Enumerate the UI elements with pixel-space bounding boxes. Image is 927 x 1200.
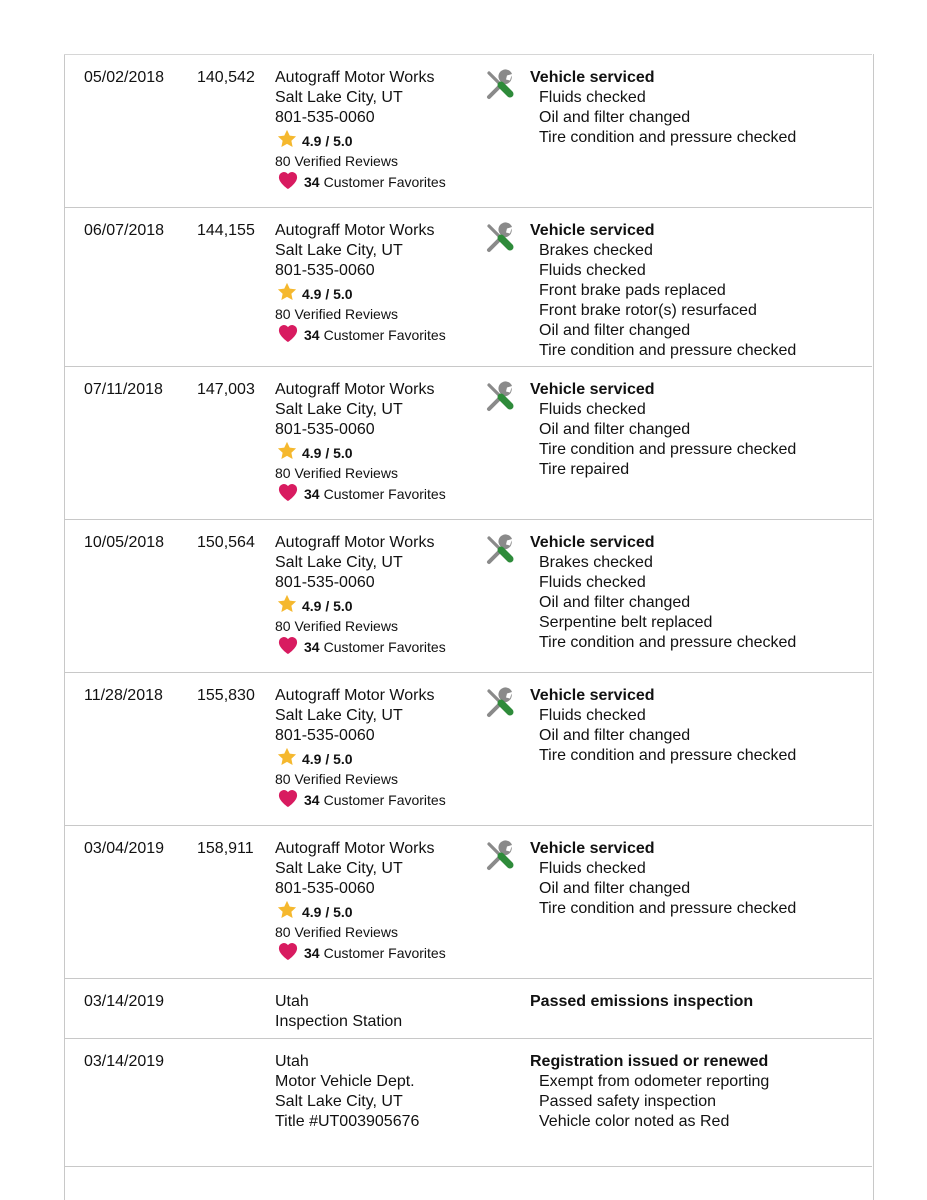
favorites-label: Customer Favorites bbox=[323, 639, 446, 655]
verified-reviews-link[interactable]: 80 Verified Reviews bbox=[275, 771, 398, 787]
source-line: 801-535-0060 bbox=[275, 262, 375, 279]
wrench-screwdriver-icon bbox=[486, 840, 520, 872]
record-source bbox=[275, 992, 485, 1032]
comment-item: Fluids checked bbox=[539, 860, 646, 877]
comment-item: Exempt from odometer reporting bbox=[539, 1073, 770, 1090]
favorites-count: 34 bbox=[304, 945, 320, 961]
verified-reviews-link[interactable]: 80 Verified Reviews bbox=[275, 618, 398, 634]
customer-favorites bbox=[275, 171, 485, 193]
record-odometer: 140,542 bbox=[197, 69, 255, 86]
favorites-count: 34 bbox=[304, 174, 320, 190]
comment-item: Oil and filter changed bbox=[539, 322, 691, 339]
source-line: Salt Lake City, UT bbox=[275, 860, 403, 877]
source-line: Salt Lake City, UT bbox=[275, 554, 403, 571]
record-source bbox=[275, 1052, 485, 1132]
source-line: Autograff Motor Works bbox=[275, 687, 435, 704]
comment-item: Tire repaired bbox=[539, 461, 630, 478]
source-line: Autograff Motor Works bbox=[275, 840, 435, 857]
wrench-screwdriver-icon bbox=[486, 69, 520, 101]
source-line: 801-535-0060 bbox=[275, 727, 375, 744]
comment-item: Fluids checked bbox=[539, 262, 646, 279]
history-record-row bbox=[64, 520, 872, 673]
wrench-screwdriver-icon bbox=[486, 222, 520, 254]
rating-value: 4.9 / 5.0 bbox=[302, 751, 353, 767]
comment-title: Vehicle serviced bbox=[530, 687, 655, 704]
source-line: Autograff Motor Works bbox=[275, 69, 435, 86]
comment-item: Tire condition and pressure checked bbox=[539, 129, 797, 146]
history-record-row bbox=[64, 979, 872, 1039]
source-line: Utah bbox=[275, 993, 309, 1010]
history-record-row bbox=[64, 673, 872, 826]
record-date: 05/02/2018 bbox=[84, 69, 165, 86]
history-record-row bbox=[64, 826, 872, 979]
record-odometer: 144,155 bbox=[197, 222, 255, 239]
record-comments bbox=[530, 686, 870, 766]
comment-item: Fluids checked bbox=[539, 89, 646, 106]
comment-title: Vehicle serviced bbox=[530, 840, 655, 857]
rating-value: 4.9 / 5.0 bbox=[302, 286, 353, 302]
rating-value: 4.9 / 5.0 bbox=[302, 904, 353, 920]
source-line: Autograff Motor Works bbox=[275, 381, 435, 398]
record-source bbox=[275, 221, 485, 346]
comment-item: Front brake pads replaced bbox=[539, 282, 726, 299]
record-date: 03/04/2019 bbox=[84, 840, 165, 857]
star-icon bbox=[275, 441, 302, 465]
source-line: 801-535-0060 bbox=[275, 109, 375, 126]
wrench-screwdriver-icon bbox=[486, 534, 520, 566]
rating-value: 4.9 / 5.0 bbox=[302, 445, 353, 461]
record-date: 11/28/2018 bbox=[84, 687, 163, 704]
comment-item: Tire condition and pressure checked bbox=[539, 441, 797, 458]
comment-item: Vehicle color noted as Red bbox=[539, 1113, 730, 1130]
comment-item: Fluids checked bbox=[539, 707, 646, 724]
vehicle-history-records bbox=[64, 55, 872, 1167]
comment-item: Brakes checked bbox=[539, 554, 653, 571]
record-odometer: 155,830 bbox=[197, 687, 255, 704]
wrench-screwdriver-icon bbox=[486, 381, 520, 413]
comment-item: Fluids checked bbox=[539, 401, 646, 418]
star-icon bbox=[275, 594, 302, 618]
source-line: Inspection Station bbox=[275, 1013, 403, 1030]
comment-item: Brakes checked bbox=[539, 242, 653, 259]
record-source bbox=[275, 68, 485, 193]
favorites-count: 34 bbox=[304, 639, 320, 655]
source-line: 801-535-0060 bbox=[275, 880, 375, 897]
record-date: 03/14/2019 bbox=[84, 993, 165, 1010]
favorites-count: 34 bbox=[304, 792, 320, 808]
record-date: 07/11/2018 bbox=[84, 381, 163, 398]
favorites-label: Customer Favorites bbox=[323, 174, 446, 190]
customer-favorites bbox=[275, 324, 485, 346]
comment-title: Registration issued or renewed bbox=[530, 1053, 769, 1070]
history-record-row bbox=[64, 1039, 872, 1167]
favorites-label: Customer Favorites bbox=[323, 486, 446, 502]
source-line: Salt Lake City, UT bbox=[275, 1093, 403, 1110]
source-line: Title #UT003905676 bbox=[275, 1113, 420, 1130]
star-icon bbox=[275, 900, 302, 924]
heart-icon bbox=[275, 788, 304, 813]
heart-icon bbox=[275, 170, 304, 195]
star-icon bbox=[275, 129, 302, 153]
comment-title: Vehicle serviced bbox=[530, 69, 655, 86]
record-odometer: 158,911 bbox=[197, 840, 254, 857]
record-comments bbox=[530, 68, 870, 148]
comment-title: Vehicle serviced bbox=[530, 381, 655, 398]
comment-item: Oil and filter changed bbox=[539, 594, 691, 611]
source-line: Motor Vehicle Dept. bbox=[275, 1073, 415, 1090]
comment-item: Oil and filter changed bbox=[539, 727, 691, 744]
history-record-row bbox=[64, 55, 872, 208]
heart-icon bbox=[275, 323, 304, 348]
rating-value: 4.9 / 5.0 bbox=[302, 133, 353, 149]
comment-title: Vehicle serviced bbox=[530, 222, 655, 239]
source-line: Autograff Motor Works bbox=[275, 534, 435, 551]
comment-item: Passed safety inspection bbox=[539, 1093, 716, 1110]
source-line: Salt Lake City, UT bbox=[275, 89, 403, 106]
record-source bbox=[275, 380, 485, 505]
shop-rating bbox=[275, 595, 485, 617]
comment-item: Tire condition and pressure checked bbox=[539, 747, 797, 764]
favorites-count: 34 bbox=[304, 486, 320, 502]
heart-icon bbox=[275, 941, 304, 966]
shop-rating bbox=[275, 442, 485, 464]
record-comments bbox=[530, 221, 870, 361]
record-comments bbox=[530, 839, 870, 919]
verified-reviews-link[interactable]: 80 Verified Reviews bbox=[275, 153, 398, 169]
record-date: 06/07/2018 bbox=[84, 222, 165, 239]
star-icon bbox=[275, 282, 302, 306]
verified-reviews-link[interactable]: 80 Verified Reviews bbox=[275, 924, 398, 940]
history-record-row bbox=[64, 367, 872, 520]
wrench-screwdriver-icon bbox=[486, 687, 520, 719]
source-line: 801-535-0060 bbox=[275, 421, 375, 438]
record-source bbox=[275, 686, 485, 811]
record-comments bbox=[530, 1052, 870, 1132]
comment-item: Oil and filter changed bbox=[539, 109, 691, 126]
comment-item: Front brake rotor(s) resurfaced bbox=[539, 302, 757, 319]
comment-title: Vehicle serviced bbox=[530, 534, 655, 551]
record-comments bbox=[530, 380, 870, 480]
comment-item: Tire condition and pressure checked bbox=[539, 634, 797, 651]
source-line: Salt Lake City, UT bbox=[275, 401, 403, 418]
history-record-row bbox=[64, 208, 872, 367]
customer-favorites bbox=[275, 789, 485, 811]
comment-item: Serpentine belt replaced bbox=[539, 614, 713, 631]
record-source bbox=[275, 839, 485, 964]
record-date: 10/05/2018 bbox=[84, 534, 165, 551]
shop-rating bbox=[275, 283, 485, 305]
favorites-label: Customer Favorites bbox=[323, 792, 446, 808]
comment-item: Tire condition and pressure checked bbox=[539, 342, 797, 359]
favorites-label: Customer Favorites bbox=[323, 327, 446, 343]
record-comments bbox=[530, 992, 870, 1012]
star-icon bbox=[275, 747, 302, 771]
shop-rating bbox=[275, 901, 485, 923]
favorites-count: 34 bbox=[304, 327, 320, 343]
record-comments bbox=[530, 533, 870, 653]
record-odometer: 150,564 bbox=[197, 534, 255, 551]
source-line: Utah bbox=[275, 1053, 309, 1070]
comment-title: Passed emissions inspection bbox=[530, 993, 754, 1010]
comment-item: Fluids checked bbox=[539, 574, 646, 591]
favorites-label: Customer Favorites bbox=[323, 945, 446, 961]
record-odometer: 147,003 bbox=[197, 381, 255, 398]
source-line: Autograff Motor Works bbox=[275, 222, 435, 239]
shop-rating bbox=[275, 748, 485, 770]
heart-icon bbox=[275, 635, 304, 660]
verified-reviews-link[interactable]: 80 Verified Reviews bbox=[275, 306, 398, 322]
comment-item: Oil and filter changed bbox=[539, 421, 691, 438]
record-date: 03/14/2019 bbox=[84, 1053, 165, 1070]
shop-rating bbox=[275, 130, 485, 152]
source-line: Salt Lake City, UT bbox=[275, 707, 403, 724]
customer-favorites bbox=[275, 942, 485, 964]
rating-value: 4.9 / 5.0 bbox=[302, 598, 353, 614]
source-line: Salt Lake City, UT bbox=[275, 242, 403, 259]
heart-icon bbox=[275, 482, 304, 507]
comment-item: Oil and filter changed bbox=[539, 880, 691, 897]
customer-favorites bbox=[275, 636, 485, 658]
record-source bbox=[275, 533, 485, 658]
verified-reviews-link[interactable]: 80 Verified Reviews bbox=[275, 465, 398, 481]
source-line: 801-535-0060 bbox=[275, 574, 375, 591]
comment-item: Tire condition and pressure checked bbox=[539, 900, 797, 917]
customer-favorites bbox=[275, 483, 485, 505]
